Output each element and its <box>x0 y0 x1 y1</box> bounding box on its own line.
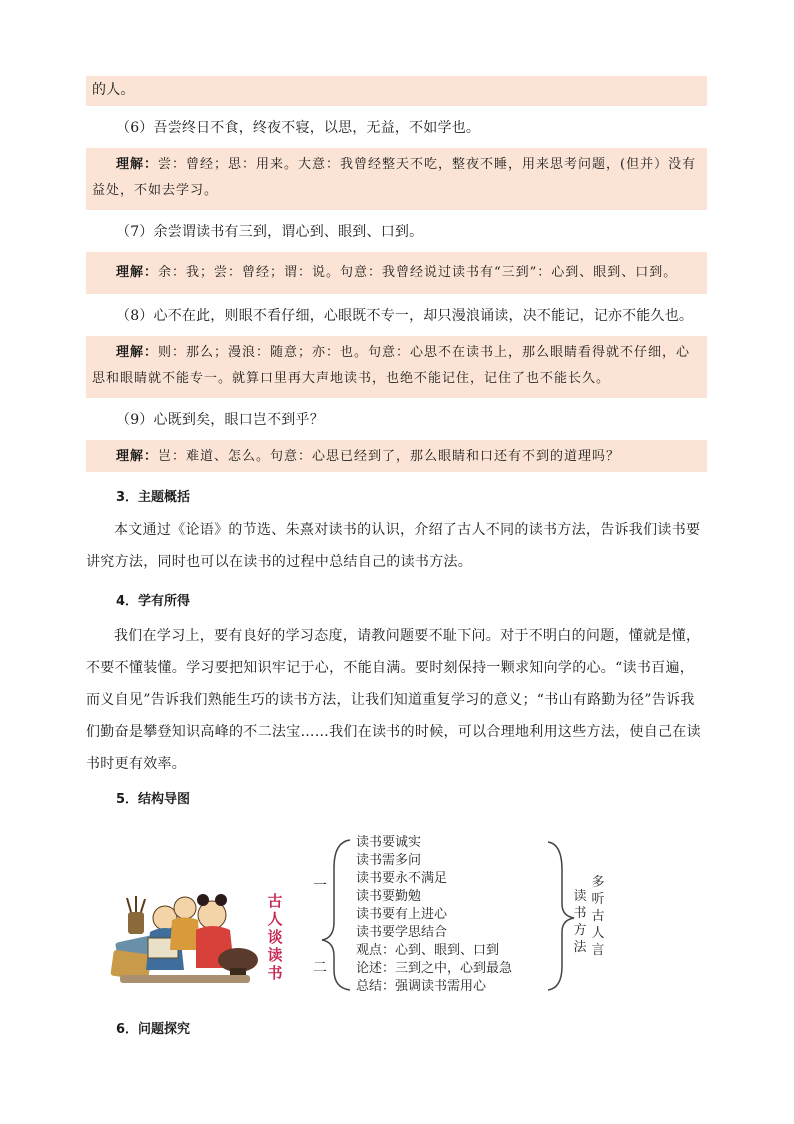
quote-6: （6）吾尝终日不食，终夜不寝，以思，无益，不如学也。 <box>116 120 481 136</box>
branch-1-label: 一 <box>313 878 327 894</box>
diagram-title-char: 古 <box>267 892 283 910</box>
section-6-heading: 6．问题探究 <box>116 1022 191 1037</box>
diagram-title-char: 读 <box>267 946 283 964</box>
diagram-title-char: 人 <box>267 910 283 928</box>
explanation-6: 理解：尝：曾经；思：用来。大意：我曾经整天不吃，整夜不睡，用来思考问题，(但并）没有益处，不如去学习。 <box>86 148 707 210</box>
section-4-paragraph: 我们在学习上，要有良好的学习态度，请教问题要不耻下问。对于不明白的问题，懂就是懂，不要不懂装懂。学习要把知识牢记于心，不能自满。要时刻保持一颗求知向学的心。“读书百遍，而义自见”告诉我们熟能生巧的读书方法，让我们知道重复学习的意义；“书山有路勤为径”告诉我们勤奋是攀登知识高峰的不二法宝……我们在读书的时候，可以合理地利用这些方法，使自己在读书时更有效率。 <box>86 628 701 772</box>
branch-2-item: 观点：心到、眼到、口到 <box>356 943 500 958</box>
explanation-7: 理解：余：我；尝：曾经；谓：说。句意：我曾经说过读书有“三到”：心到、眼到、口到。 <box>86 252 707 294</box>
fragment-text: 的人。 <box>92 82 135 98</box>
branch-1-item: 读书要有上进心 <box>356 907 448 922</box>
branch-1-item: 读书要永不满足 <box>356 871 448 886</box>
section-5-heading: 5．结构导图 <box>116 792 191 807</box>
quote-7: （7）余尝谓读书有三到，谓心到、眼到、口到。 <box>116 224 424 240</box>
section-4-heading: 4．学有所得 <box>116 594 191 609</box>
quote-9: （9）心既到矣，眼口岂不到乎？ <box>116 412 324 428</box>
section-3-paragraph: 本文通过《论语》的节选、朱熹对读书的认识，介绍了古人不同的读书方法，告诉我们读书要讲究方法，同时也可以在读书的过程中总结自己的读书方法。 <box>86 522 701 570</box>
explanation-9: 理解：岂：难道、怎么。句意：心思已经到了，那么眼睛和口还有不到的道理吗？ <box>86 440 707 472</box>
summary-column-2: 多听古人言 <box>591 875 605 958</box>
branch-1-item: 读书要勤勉 <box>356 889 422 904</box>
explanation-8: 理解：则：那么；漫浪：随意；亦：也。句意：心思不在读书上，那么眼睛看得就不仔细，心思和眼睛就不能专一。就算口里再大声地读书，也绝不能记住，记住了也不能长久。 <box>86 336 707 398</box>
diagram-title-char: 书 <box>267 964 283 982</box>
branch-2-item: 论述：三到之中，心到最急 <box>356 961 513 976</box>
branch-1-item: 读书需多问 <box>356 853 422 868</box>
section-3-heading: 3．主题概括 <box>116 490 191 505</box>
children-reading-illustration <box>110 894 258 983</box>
quote-8: （8）心不在此，则眼不看仔细，心眼既不专一，却只漫浪诵读，决不能记，记亦不能久也。 <box>116 308 694 324</box>
summary-columns <box>573 875 604 958</box>
branch-1-item: 读书要诚实 <box>356 835 422 850</box>
right-brace <box>548 842 574 990</box>
structure-diagram <box>0 820 794 1000</box>
diagram-title-char: 谈 <box>267 928 283 946</box>
branch-2-label: 二 <box>313 960 327 976</box>
branch-2-item: 总结：强调读书需用心 <box>356 979 487 994</box>
branch-1-item: 读书要学思结合 <box>356 925 448 940</box>
summary-column-1: 读书方法 <box>573 889 587 955</box>
explanation-fragment <box>86 76 707 106</box>
